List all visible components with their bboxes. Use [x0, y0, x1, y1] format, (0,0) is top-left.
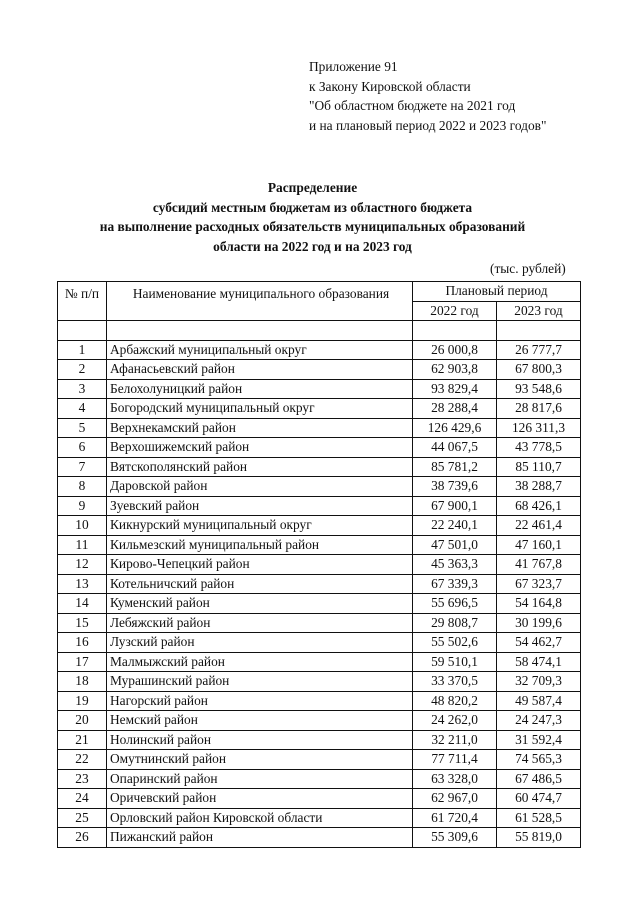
row-value-2023: 22 461,4 [497, 516, 581, 536]
row-name: Афанасьевский район [107, 360, 413, 380]
row-value-2022: 62 903,8 [413, 360, 497, 380]
header-spacer-row [58, 321, 581, 341]
row-value-2022: 29 808,7 [413, 613, 497, 633]
row-name: Арбажский муниципальный округ [107, 340, 413, 360]
row-value-2022: 24 262,0 [413, 711, 497, 731]
row-name: Куменский район [107, 594, 413, 614]
row-value-2023: 43 778,5 [497, 438, 581, 458]
row-number: 13 [58, 574, 107, 594]
row-value-2023: 28 817,6 [497, 399, 581, 419]
appendix-line-2: к Закону Кировской области [309, 78, 471, 94]
row-number: 15 [58, 613, 107, 633]
row-value-2023: 126 311,3 [497, 418, 581, 438]
row-value-2023: 74 565,3 [497, 750, 581, 770]
row-number: 3 [58, 379, 107, 399]
row-number: 7 [58, 457, 107, 477]
table-row [58, 516, 581, 536]
row-name: Омутнинский район [107, 750, 413, 770]
appendix-header [309, 57, 546, 136]
table-row [58, 399, 581, 419]
row-value-2022: 61 720,4 [413, 808, 497, 828]
row-name: Даровской район [107, 477, 413, 497]
row-name: Зуевский район [107, 496, 413, 516]
row-value-2022: 63 328,0 [413, 769, 497, 789]
table-row [58, 730, 581, 750]
row-number: 12 [58, 555, 107, 575]
appendix-line-1: Приложение 91 [309, 59, 398, 74]
row-value-2022: 85 781,2 [413, 457, 497, 477]
row-value-2023: 54 462,7 [497, 633, 581, 653]
table-row [58, 438, 581, 458]
row-name: Мурашинский район [107, 672, 413, 692]
row-name: Пижанский район [107, 828, 413, 848]
table-row [58, 711, 581, 731]
row-value-2023: 26 777,7 [497, 340, 581, 360]
table-row [58, 789, 581, 809]
row-number: 26 [58, 828, 107, 848]
table-header-row [58, 282, 581, 302]
row-name: Орловский район Кировской области [107, 808, 413, 828]
title-line-2: субсидий местным бюджетам из областного бюджета [152, 199, 473, 215]
row-value-2023: 68 426,1 [497, 496, 581, 516]
row-value-2023: 60 474,7 [497, 789, 581, 809]
table-row [58, 418, 581, 438]
row-number: 4 [58, 399, 107, 419]
document-title [0, 178, 640, 257]
appendix-line-3: "Об областном бюджете на 2021 год [309, 98, 516, 114]
table-row [58, 672, 581, 692]
row-value-2022: 67 339,3 [413, 574, 497, 594]
row-value-2023: 67 323,7 [497, 574, 581, 594]
row-name: Белохолуницкий район [107, 379, 413, 399]
row-value-2022: 32 211,0 [413, 730, 497, 750]
row-name: Малмыжский район [107, 652, 413, 672]
row-number: 17 [58, 652, 107, 672]
table-row [58, 496, 581, 516]
row-value-2023: 24 247,3 [497, 711, 581, 731]
title-line-3: на выполнение расходных обязательств муниципальных образований [99, 219, 526, 235]
table-row [58, 652, 581, 672]
row-number: 14 [58, 594, 107, 614]
table-row [58, 594, 581, 614]
row-value-2022: 33 370,5 [413, 672, 497, 692]
row-name: Кикнурский муниципальный округ [107, 516, 413, 536]
row-value-2023: 85 110,7 [497, 457, 581, 477]
row-value-2023: 32 709,3 [497, 672, 581, 692]
row-value-2023: 54 164,8 [497, 594, 581, 614]
table-row [58, 613, 581, 633]
appendix-line-4: и на плановый период 2022 и 2023 годов" [309, 118, 547, 134]
table-row [58, 457, 581, 477]
row-number: 5 [58, 418, 107, 438]
row-value-2022: 55 696,5 [413, 594, 497, 614]
row-name: Лебяжский район [107, 613, 413, 633]
row-name: Лузский район [107, 633, 413, 653]
row-value-2022: 45 363,3 [413, 555, 497, 575]
header-2022: 2022 год [413, 301, 497, 321]
subsidy-table [57, 281, 581, 848]
row-number: 25 [58, 808, 107, 828]
row-name: Котельничский район [107, 574, 413, 594]
table-row [58, 477, 581, 497]
table-row [58, 633, 581, 653]
row-number: 20 [58, 711, 107, 731]
row-number: 19 [58, 691, 107, 711]
row-value-2023: 93 548,6 [497, 379, 581, 399]
row-number: 11 [58, 535, 107, 555]
row-number: 2 [58, 360, 107, 380]
row-name: Богородский муниципальный округ [107, 399, 413, 419]
row-number: 22 [58, 750, 107, 770]
row-value-2023: 41 767,8 [497, 555, 581, 575]
row-value-2023: 31 592,4 [497, 730, 581, 750]
row-value-2022: 44 067,5 [413, 438, 497, 458]
row-value-2023: 38 288,7 [497, 477, 581, 497]
row-value-2022: 38 739,6 [413, 477, 497, 497]
row-value-2022: 26 000,8 [413, 340, 497, 360]
row-value-2023: 55 819,0 [497, 828, 581, 848]
header-2023: 2023 год [497, 301, 581, 321]
row-name: Кирово-Чепецкий район [107, 555, 413, 575]
row-value-2023: 30 199,6 [497, 613, 581, 633]
table-row [58, 750, 581, 770]
row-value-2022: 126 429,6 [413, 418, 497, 438]
row-name: Верхнекамский район [107, 418, 413, 438]
row-value-2022: 55 502,6 [413, 633, 497, 653]
row-number: 16 [58, 633, 107, 653]
table-row [58, 535, 581, 555]
table-row [58, 828, 581, 848]
row-value-2023: 47 160,1 [497, 535, 581, 555]
row-value-2022: 47 501,0 [413, 535, 497, 555]
table-row [58, 769, 581, 789]
row-name: Опаринский район [107, 769, 413, 789]
row-number: 18 [58, 672, 107, 692]
row-number: 21 [58, 730, 107, 750]
row-value-2022: 62 967,0 [413, 789, 497, 809]
table-row [58, 555, 581, 575]
row-name: Кильмезский муниципальный район [107, 535, 413, 555]
title-line-1: Распределение [267, 180, 358, 195]
row-name: Нагорский район [107, 691, 413, 711]
row-value-2023: 49 587,4 [497, 691, 581, 711]
row-name: Верхошижемский район [107, 438, 413, 458]
table-row [58, 360, 581, 380]
row-number: 1 [58, 340, 107, 360]
row-number: 9 [58, 496, 107, 516]
table-row [58, 574, 581, 594]
row-name: Нолинский район [107, 730, 413, 750]
row-value-2023: 67 486,5 [497, 769, 581, 789]
row-name: Немский район [107, 711, 413, 731]
row-value-2023: 58 474,1 [497, 652, 581, 672]
title-line-4: области на 2022 год и на 2023 год [213, 239, 412, 255]
table-row [58, 340, 581, 360]
table-row [58, 808, 581, 828]
header-planned-period: Плановый период [413, 282, 581, 302]
table-row [58, 379, 581, 399]
row-name: Вятскополянский район [107, 457, 413, 477]
row-value-2022: 28 288,4 [413, 399, 497, 419]
row-value-2023: 61 528,5 [497, 808, 581, 828]
row-value-2022: 67 900,1 [413, 496, 497, 516]
table-row [58, 691, 581, 711]
row-number: 23 [58, 769, 107, 789]
header-name: Наименование муниципального образования [107, 282, 413, 321]
row-value-2022: 55 309,6 [413, 828, 497, 848]
row-value-2022: 48 820,2 [413, 691, 497, 711]
row-number: 6 [58, 438, 107, 458]
header-number: № п/п [58, 282, 107, 321]
row-number: 24 [58, 789, 107, 809]
row-name: Оричевский район [107, 789, 413, 809]
units-label: (тыс. рублей) [490, 261, 566, 276]
row-number: 10 [58, 516, 107, 536]
row-value-2022: 59 510,1 [413, 652, 497, 672]
row-value-2022: 77 711,4 [413, 750, 497, 770]
row-value-2022: 93 829,4 [413, 379, 497, 399]
row-number: 8 [58, 477, 107, 497]
row-value-2022: 22 240,1 [413, 516, 497, 536]
row-value-2023: 67 800,3 [497, 360, 581, 380]
